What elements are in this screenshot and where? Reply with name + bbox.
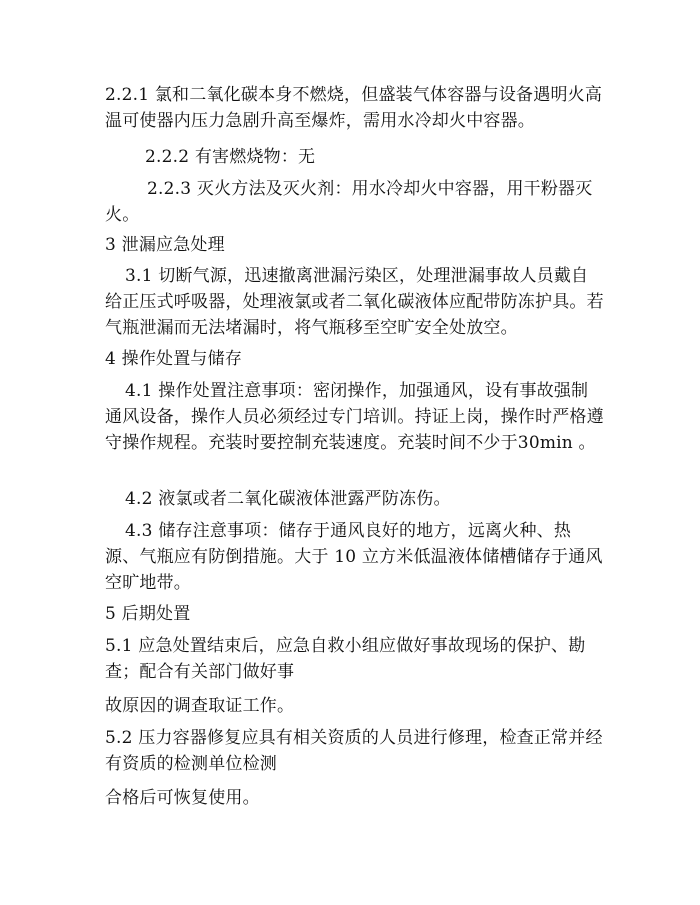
section-heading-5: 5 后期处置 (105, 604, 191, 624)
paragraph-2-2-2: 2.2.2 有害燃烧物：无 (145, 147, 316, 167)
section-heading-3: 3 泄漏应急处理 (105, 235, 225, 255)
paragraph-5-2-continued: 合格后可恢复使用。 (105, 788, 260, 808)
paragraph-2-2-1: 2.2.1 氯和二氧化碳本身不燃烧，但盛装气体容器与设备遇明火高温可使器内压力急剧升高至爆炸，需用水冷却火中容器。 (105, 85, 603, 131)
paragraph-3-1: 3.1 切断气源，迅速撤离泄漏污染区，处理泄漏事故人员戴自给正压式呼吸器，处理液氯或者二氧化碳液体应配带防冻护具。若气瓶泄漏而无法堵漏时，将气瓶移至空旷安全处放空。 (105, 266, 604, 338)
section-heading-4: 4 操作处置与储存 (105, 349, 243, 369)
paragraph-2-2-3: 2.2.3 灭火方法及灭火剂：用水冷却火中容器，用干粉器灭火。 (105, 179, 593, 225)
paragraph-5-2: 5.2 压力容器修复应具有相关资质的人员进行修理，检查正常并经有资质的检测单位检测 (105, 728, 603, 774)
paragraph-4-2: 4.2 液氯或者二氧化碳液体泄露严防冻伤。 (125, 489, 451, 509)
paragraph-5-1: 5.1 应急处置结束后，应急自救小组应做好事故现场的保护、勘查；配合有关部门做好事 (105, 636, 586, 682)
paragraph-4-3: 4.3 储存注意事项：储存于通风良好的地方，远离火种、热源、气瓶应有防倒措施。大于 10 立方米低温液体储槽储存于通风空旷地带。 (105, 521, 603, 593)
paragraph-4-1: 4.1 操作处置注意事项：密闭操作，加强通风，设有事故强制通风设备，操作人员必须经过专门培训。持证上岗，操作时严格遵守操作规程。充装时要控制充装速度。充装时间不少于30min 。 (105, 381, 604, 453)
paragraph-5-1-continued: 故原因的调查取证工作。 (105, 696, 295, 716)
